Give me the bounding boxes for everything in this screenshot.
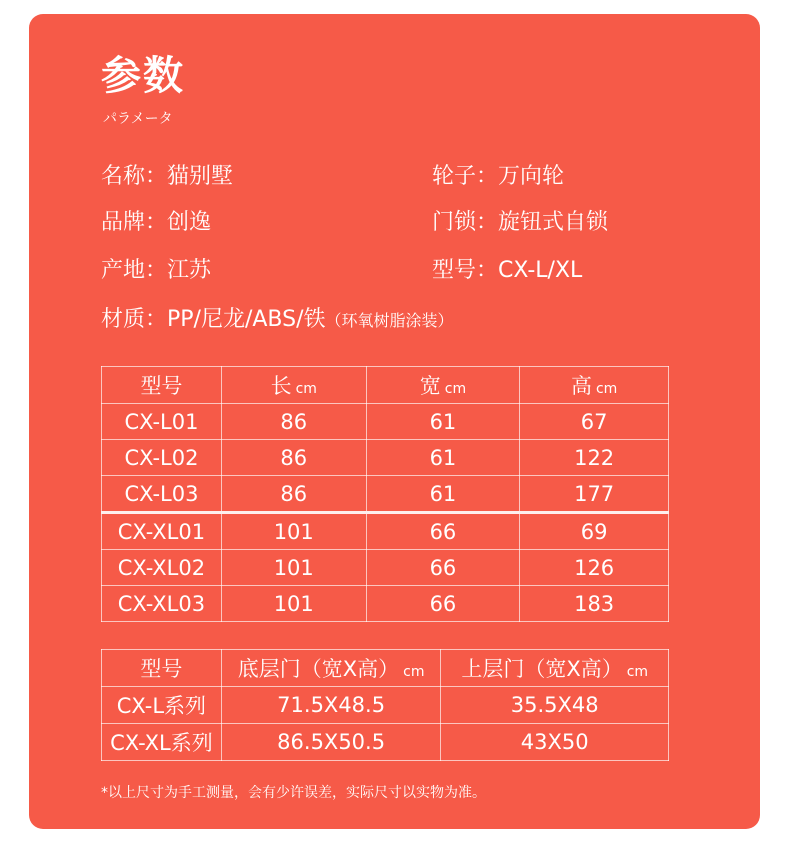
door-table-header: [102, 650, 669, 687]
length-cell: 86: [221, 476, 366, 513]
header-cell: 上层门（宽X高） cm: [441, 650, 669, 687]
height-cell: 126: [520, 550, 669, 586]
size-table-header: [102, 367, 669, 404]
length-cell: 101: [221, 586, 366, 622]
model-cell: CX-L02: [102, 440, 222, 476]
table-row: [102, 586, 669, 622]
header-cell: 长 cm: [221, 367, 366, 404]
length-cell: 86: [221, 404, 366, 440]
table-row: [102, 404, 669, 440]
header-cell: 宽 cm: [366, 367, 520, 404]
height-cell: 177: [520, 476, 669, 513]
spec-material: [101, 309, 454, 331]
series-cell: CX-L系列: [102, 687, 222, 724]
width-cell: 66: [366, 550, 520, 586]
model-cell: CX-XL01: [102, 513, 222, 550]
model-cell: CX-XL02: [102, 550, 222, 586]
table-row: [102, 513, 669, 550]
model-cell: CX-L01: [102, 404, 222, 440]
width-cell: 66: [366, 586, 520, 622]
length-cell: 86: [221, 440, 366, 476]
header-cell: 高 cm: [520, 367, 669, 404]
table-row: [102, 724, 669, 761]
parameter-card: [29, 14, 760, 829]
width-cell: 61: [366, 440, 520, 476]
spec-material-note: （环氧树脂涂装）: [325, 311, 454, 330]
spec-brand: 品牌：创逸: [101, 210, 212, 235]
upper-door-cell: 35.5X48: [441, 687, 669, 724]
upper-door-cell: 43X50: [441, 724, 669, 761]
lower-door-cell: 71.5X48.5: [221, 687, 441, 724]
spec-name: 名称：猫别墅: [101, 164, 234, 189]
height-cell: 122: [520, 440, 669, 476]
width-cell: 61: [366, 404, 520, 440]
width-cell: 66: [366, 513, 520, 550]
header-cell: 型号: [102, 650, 222, 687]
footnote: *以上尺寸为手工测量，会有少许误差，实际尺寸以实物为准。: [101, 785, 486, 801]
model-cell: CX-L03: [102, 476, 222, 513]
spec-lock: 门锁：旋钮式自锁: [432, 210, 609, 235]
series-cell: CX-XL系列: [102, 724, 222, 761]
spec-origin: 产地：江苏: [101, 258, 212, 283]
size-table: [101, 366, 669, 622]
spec-wheels: 轮子：万向轮: [432, 164, 565, 189]
spec-material-value: 材质：PP/尼龙/ABS/铁: [101, 307, 326, 332]
header-cell: 底层门（宽X高） cm: [221, 650, 441, 687]
page-title: 参数: [101, 53, 185, 99]
lower-door-cell: 86.5X50.5: [221, 724, 441, 761]
header-cell: 型号: [102, 367, 222, 404]
length-cell: 101: [221, 513, 366, 550]
width-cell: 61: [366, 476, 520, 513]
height-cell: 69: [520, 513, 669, 550]
length-cell: 101: [221, 550, 366, 586]
table-row: [102, 687, 669, 724]
height-cell: 183: [520, 586, 669, 622]
table-row: [102, 476, 669, 513]
door-table: [101, 649, 669, 761]
table-row: [102, 550, 669, 586]
model-cell: CX-XL03: [102, 586, 222, 622]
table-row: [102, 440, 669, 476]
page-subtitle: パラメータ: [103, 111, 173, 127]
height-cell: 67: [520, 404, 669, 440]
spec-model: 型号：CX-L/XL: [432, 258, 583, 283]
